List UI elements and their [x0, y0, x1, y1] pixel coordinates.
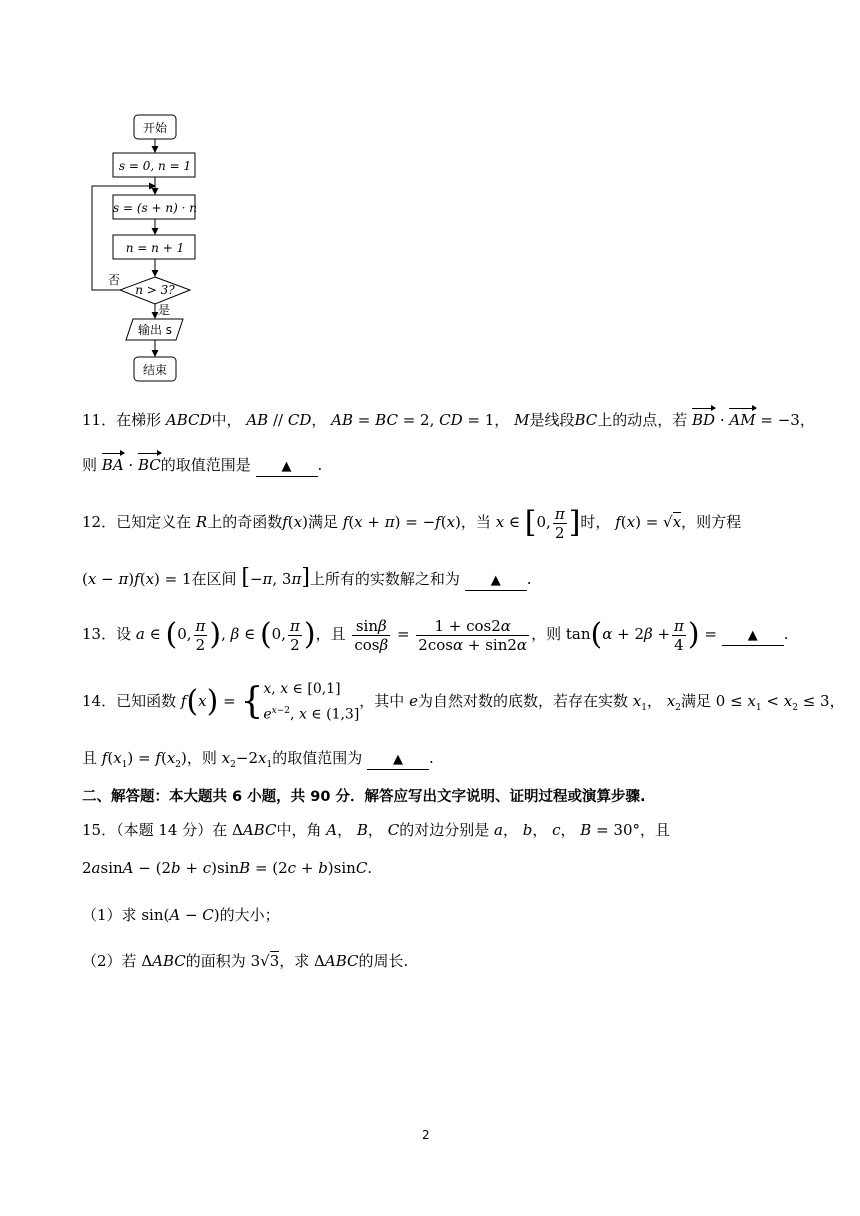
flowchart-update-n-label: n = n + 1	[125, 241, 185, 255]
q12-answer-blank: ▲	[465, 570, 527, 591]
flowchart-output-label: 输出 s	[137, 323, 173, 337]
question-15-equation: 2asinA − (2b + c)sinB = (2c + b)sinC.	[82, 859, 373, 877]
flowchart-update-s-label: s = (s + n) · n	[113, 201, 197, 215]
question-11-line-1: 11．在梯形 ABCD中， AB // CD， AB = BC = 2, CD = 1， M是线段BC上的动点，若 BD · AM = −3，	[82, 411, 815, 429]
question-15-part-1: （1）求 sin(A − C)的大小；	[82, 906, 280, 924]
flowchart-start-label: 开始	[142, 121, 168, 135]
question-15-part-2: （2）若 ΔABC的面积为 3√3，求 ΔABC的周长.	[82, 952, 409, 970]
question-14-line-2: 且 $f(x_1) = f(x_2)$，则 $x_2-2x_1$的取值范围为 ▲ .	[82, 749, 434, 770]
flowchart-init-label: s = 0, n = 1	[118, 159, 192, 173]
q13-number: 13．	[82, 625, 117, 643]
q11-answer-blank: ▲	[256, 456, 318, 477]
q14-answer-blank: ▲	[367, 749, 429, 770]
section-2-title: 二、解答题：本大题共 6 小题，共 90 分．解答应写出文字说明、证明过程或演算步骤.	[82, 789, 646, 805]
flowchart-yes-label: 是	[158, 303, 171, 317]
flowchart-end-label: 结束	[142, 363, 168, 377]
question-15-line-1: 15．（本题 14 分）在 ΔABC中，角 A， B， C的对边分别是 a， b， c， B = 30°，且	[82, 821, 671, 839]
flowchart-no-label: 否	[108, 273, 121, 287]
flowchart	[0, 0, 300, 390]
q14-number: 14．	[82, 691, 117, 710]
page-number: 2	[422, 1128, 430, 1142]
q12-number: 12．	[82, 513, 117, 531]
question-12-line-1: 12．已知定义在 R上的奇函数f(x)满足 f(x + π) = −f(x)，当 x ∈ [0, $\frac{\pi}{2}$ ]时， f(x) = √x，则方程	[82, 504, 742, 542]
question-12-line-2: (x − π)f(x) = 1在区间 [−π, 3π]上所有的实数解之和为 ▲ .	[82, 565, 532, 590]
q11-number: 11．	[82, 411, 117, 429]
question-13: 13．设 a ∈ (0, $\frac{\pi}{2}$ ), β ∈ (0, $\frac{\pi}{2}$ )，且 $\frac{\sin\beta}{\cos\beta}$ = $\frac{1 + \cos 2\alpha}{2\cos\alpha + \sin 2\alpha}$ ，则 tan(α + 2β + $\frac{\pi}{4}$ ) = ▲ .	[82, 616, 789, 654]
question-11-line-2: 则 BA · BC的取值范围是 ▲ .	[82, 455, 322, 477]
q13-answer-blank: ▲	[722, 625, 784, 646]
q15-number: 15．	[82, 821, 117, 839]
flowchart-condition-label: n > 3?	[135, 283, 175, 297]
question-14-line-1: 14．已知函数 f(x) = { x, x ∈ [0,1] $e^{x-2}$, x ∈ (1,3] ，其中 e为自然对数的底数，若存在实数 $x_1$， $x_2$满足 $0 \le x_1 < x_2 \le 3$，	[82, 680, 845, 723]
